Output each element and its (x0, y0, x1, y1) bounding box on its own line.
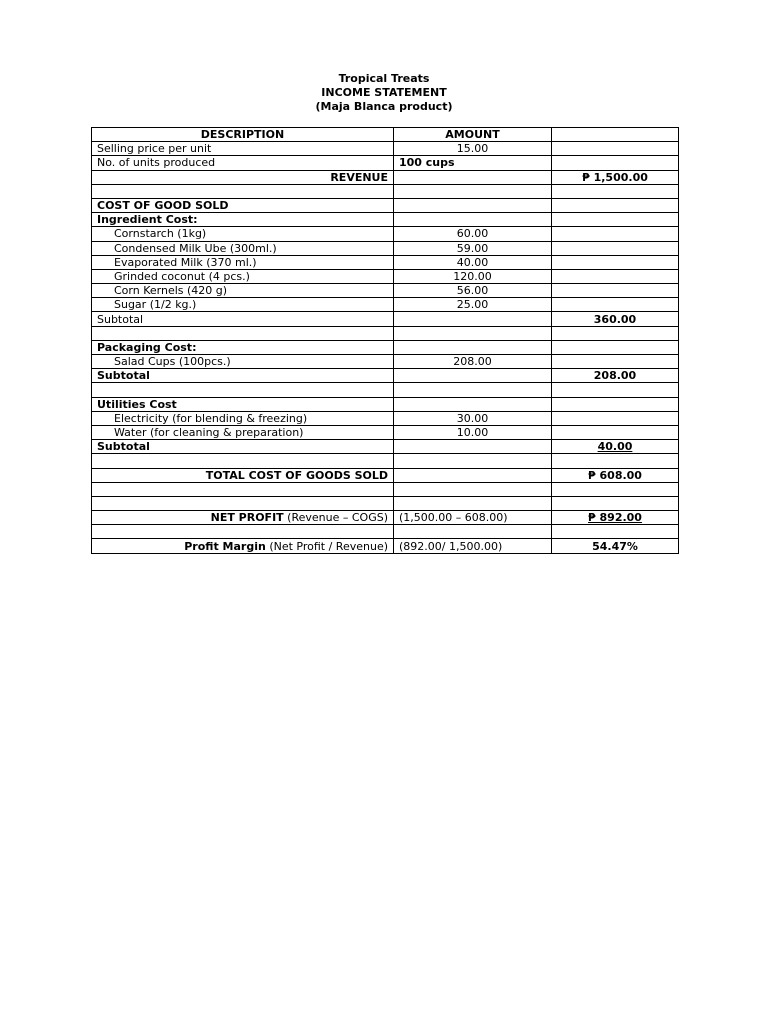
empty-cell (552, 142, 679, 156)
blank-row (92, 326, 679, 340)
subtotal-row (92, 369, 679, 383)
table-header-row (92, 128, 679, 142)
subtotal-label: Subtotal (92, 440, 394, 454)
ingredient-amount: 56.00 (394, 284, 552, 298)
ingredient-name: Corn Kernels (420 g) (92, 284, 394, 298)
income-statement-table (91, 127, 679, 554)
empty-cell (394, 170, 552, 184)
table-row (92, 340, 679, 354)
net-profit-calc: (1,500.00 – 608.00) (394, 511, 552, 525)
utility-row (92, 411, 679, 425)
total-row (92, 468, 679, 482)
subtotal-label: Subtotal (92, 312, 394, 326)
net-profit-label: NET PROFIT (210, 511, 284, 525)
ingredient-name: Grinded coconut (4 pcs.) (92, 269, 394, 283)
blank-row (92, 184, 679, 198)
blank-row (92, 454, 679, 468)
packaging-subtotal: 208.00 (552, 369, 679, 383)
utilities-heading: Utilities Cost (92, 397, 394, 411)
blank-row (92, 525, 679, 539)
blank-row (92, 482, 679, 496)
utilities-subtotal: 40.00 (597, 440, 633, 454)
ingredient-amount: 25.00 (394, 298, 552, 312)
revenue-total: ₱ 1,500.00 (552, 170, 679, 184)
margin-formula: (Net Profit / Revenue) (269, 539, 388, 553)
packaging-item-name: Salad Cups (100pcs.) (92, 355, 394, 369)
utility-amount: 10.00 (394, 425, 552, 439)
total-cogs-value: ₱ 608.00 (552, 468, 679, 482)
selling-price-label: Selling price per unit (92, 142, 394, 156)
ingredient-name: Sugar (1/2 kg.) (92, 298, 394, 312)
subtotal-label: Subtotal (92, 369, 394, 383)
document-title-block (0, 72, 768, 114)
total-cogs-label: TOTAL COST OF GOODS SOLD (92, 468, 394, 482)
net-profit-value: ₱ 892.00 (588, 511, 642, 525)
empty-cell (552, 128, 679, 142)
margin-value: 54.47% (552, 539, 679, 553)
column-header-description: DESCRIPTION (92, 128, 394, 142)
blank-row (92, 496, 679, 510)
units-value: 100 cups (394, 156, 552, 170)
product-subtitle: (Maja Blanca product) (315, 100, 453, 113)
packaging-row (92, 355, 679, 369)
utility-name: Water (for cleaning & preparation) (92, 425, 394, 439)
ingredient-name: Cornstarch (1kg) (92, 227, 394, 241)
ingredient-amount: 120.00 (394, 269, 552, 283)
ingredient-heading: Ingredient Cost: (92, 213, 394, 227)
ingredient-row (92, 298, 679, 312)
company-name: Tropical Treats (338, 72, 430, 85)
utility-row (92, 425, 679, 439)
margin-row (92, 539, 679, 553)
net-profit-row (92, 511, 679, 525)
ingredient-row (92, 255, 679, 269)
ingredient-amount: 60.00 (394, 227, 552, 241)
ingredient-name: Condensed Milk Ube (300ml.) (92, 241, 394, 255)
subtotal-row (92, 440, 679, 454)
table-row (92, 397, 679, 411)
table-row (92, 213, 679, 227)
subtotal-row (92, 312, 679, 326)
ingredient-name: Evaporated Milk (370 ml.) (92, 255, 394, 269)
margin-calc: (892.00/ 1,500.00) (394, 539, 552, 553)
cogs-heading: COST OF GOOD SOLD (92, 198, 394, 212)
utility-name: Electricity (for blending & freezing) (92, 411, 394, 425)
ingredient-row (92, 241, 679, 255)
revenue-label: REVENUE (92, 170, 394, 184)
margin-label: Profit Margin (184, 539, 266, 553)
packaging-item-amount: 208.00 (394, 355, 552, 369)
table-row (92, 170, 679, 184)
empty-cell (552, 156, 679, 170)
ingredient-amount: 40.00 (394, 255, 552, 269)
utility-amount: 30.00 (394, 411, 552, 425)
packaging-heading: Packaging Cost: (92, 340, 394, 354)
ingredient-row (92, 269, 679, 283)
ingredient-amount: 59.00 (394, 241, 552, 255)
blank-row (92, 383, 679, 397)
selling-price-value: 15.00 (394, 142, 552, 156)
table-row (92, 198, 679, 212)
ingredient-subtotal: 360.00 (552, 312, 679, 326)
statement-title: INCOME STATEMENT (321, 86, 447, 99)
ingredient-row (92, 227, 679, 241)
column-header-amount: AMOUNT (394, 128, 552, 142)
table-row (92, 156, 679, 170)
net-profit-formula: (Revenue – COGS) (287, 511, 388, 525)
table-row (92, 142, 679, 156)
ingredient-row (92, 284, 679, 298)
units-label: No. of units produced (92, 156, 394, 170)
